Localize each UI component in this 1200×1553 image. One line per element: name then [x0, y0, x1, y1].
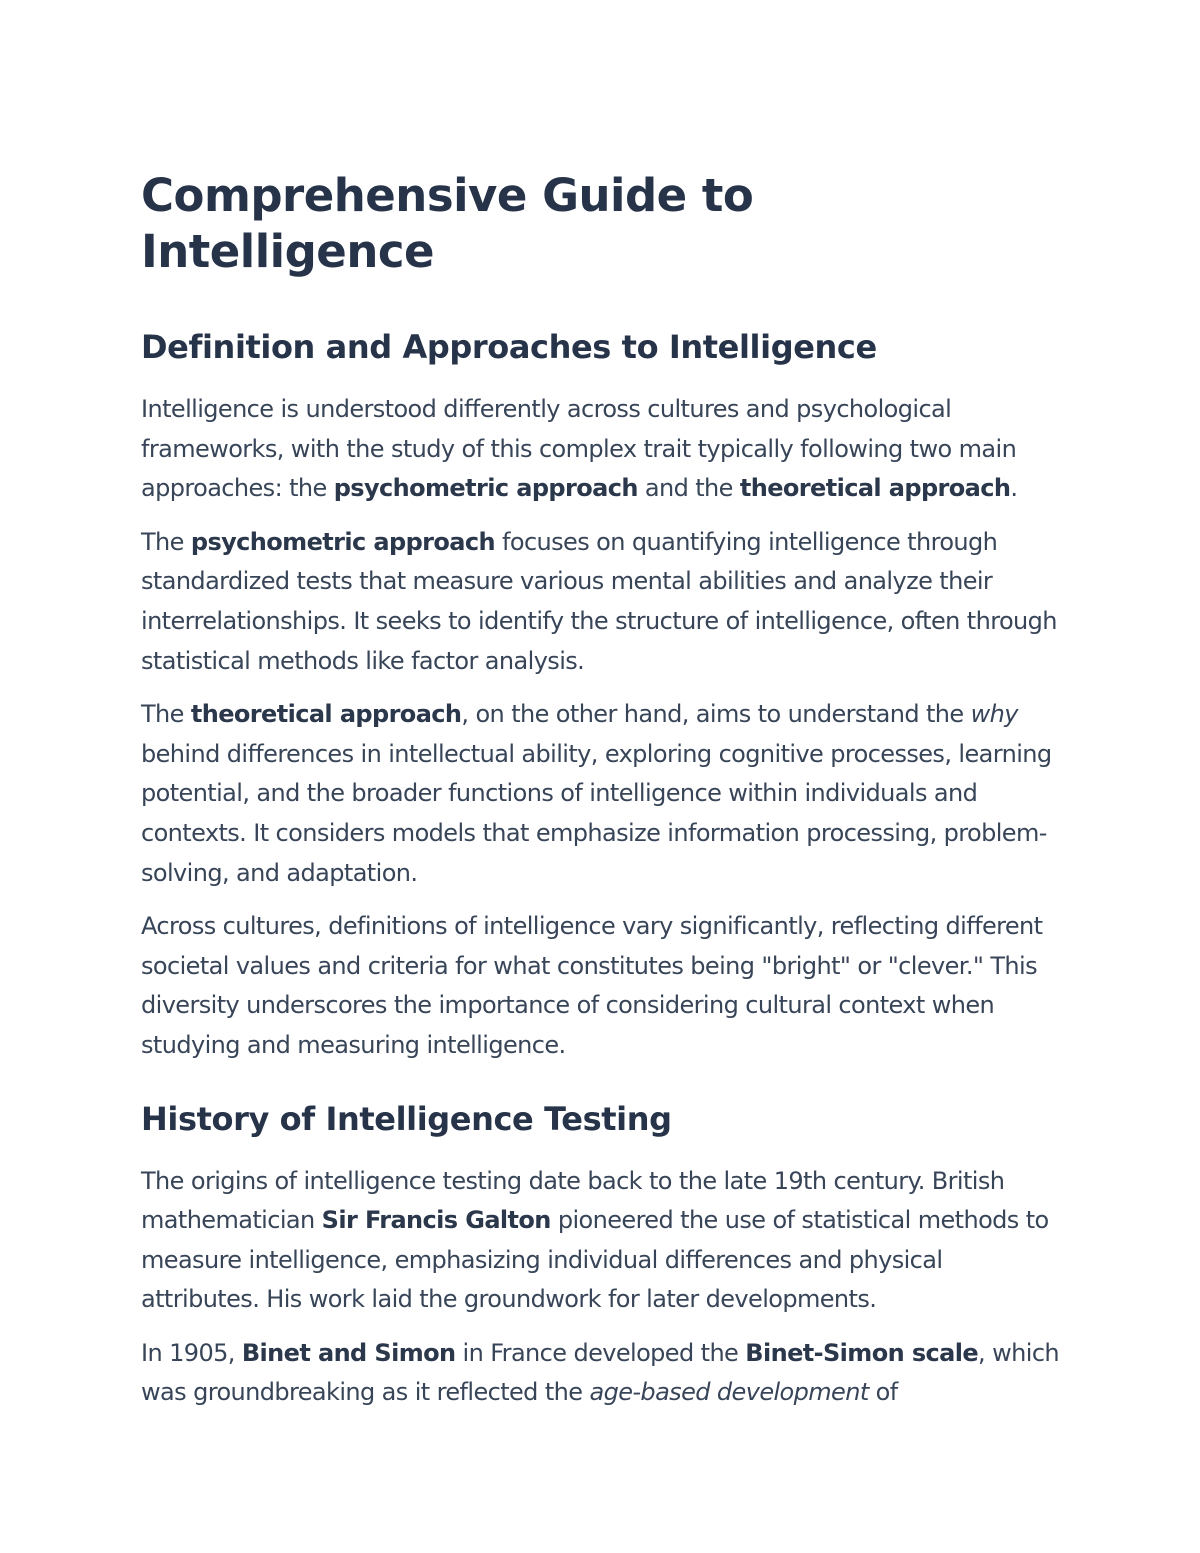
bold-term-binet-simon: Binet and Simon — [241, 1338, 456, 1367]
text-run: The origins of intelligence testing date back to the late 19th century. British mathematician — [141, 1166, 1005, 1235]
text-run: behind differences in intellectual ability, exploring cognitive processes, learning potential, and the broader functions of intelligence within individuals and contexts. It considers models that emphasize information processing, problem-solving, and adaptation. — [141, 739, 1052, 887]
paragraph-psychometric — [141, 523, 1061, 681]
italic-term-why: why — [970, 700, 1018, 729]
bold-term-theoretical: theoretical approach — [739, 474, 1011, 503]
section-heading-history: History of Intelligence Testing — [141, 1099, 672, 1138]
bold-term-galton: Sir Francis Galton — [321, 1206, 551, 1235]
paragraph-origins — [141, 1162, 1061, 1320]
bold-term-psychometric: psychometric approach — [333, 474, 638, 503]
text-run: , which was groundbreaking as it reflected the — [141, 1338, 1060, 1407]
text-run: . — [1010, 474, 1018, 503]
paragraph-approaches-intro — [141, 390, 1061, 509]
paragraph-cultures — [141, 907, 1061, 1065]
bold-term-theoretical: theoretical approach — [190, 700, 462, 729]
italic-term-age-based: age-based development — [589, 1378, 869, 1407]
section-heading-definition: Definition and Approaches to Intelligence — [141, 328, 877, 366]
text-run: Intelligence is understood differently across cultures and psychological frameworks, with the study of this complex trait typically following two main approaches: the — [141, 395, 1017, 503]
text-run: The — [141, 700, 191, 729]
text-run: In 1905, — [141, 1338, 242, 1367]
text-run: and the — [637, 474, 740, 503]
text-run: in France developed the — [455, 1338, 746, 1367]
text-run: focuses on quantifying intelligence through standardized tests that measure various mental abilities and analyze their interrelationships. It seeks to identify the structure of intelligence, often through statistical methods like factor analysis. — [141, 527, 1057, 675]
text-run: of — [868, 1378, 898, 1407]
text-run: The — [141, 527, 191, 556]
text-run: Across cultures, definitions of intelligence vary significantly, reflecting different societal values and criteria for what constitutes being "bright" or "clever." This diversity underscores the importance of considering cultural context when studying and measuring intelligence. — [141, 912, 1043, 1059]
bold-term-binet-simon-scale: Binet-Simon scale — [745, 1338, 979, 1367]
document-title: Comprehensive Guide to Intelligence — [141, 169, 754, 278]
bold-term-psychometric: psychometric approach — [190, 527, 495, 556]
text-run: , on the other hand, aims to understand the — [461, 700, 971, 729]
paragraph-binet-simon — [141, 1334, 1061, 1413]
paragraph-theoretical — [141, 695, 1061, 893]
text-run: pioneered the use of statistical methods to measure intelligence, emphasizing individual differences and physical attributes. His work laid the groundwork for later developments. — [141, 1206, 1049, 1314]
document-page — [141, 168, 1061, 1427]
